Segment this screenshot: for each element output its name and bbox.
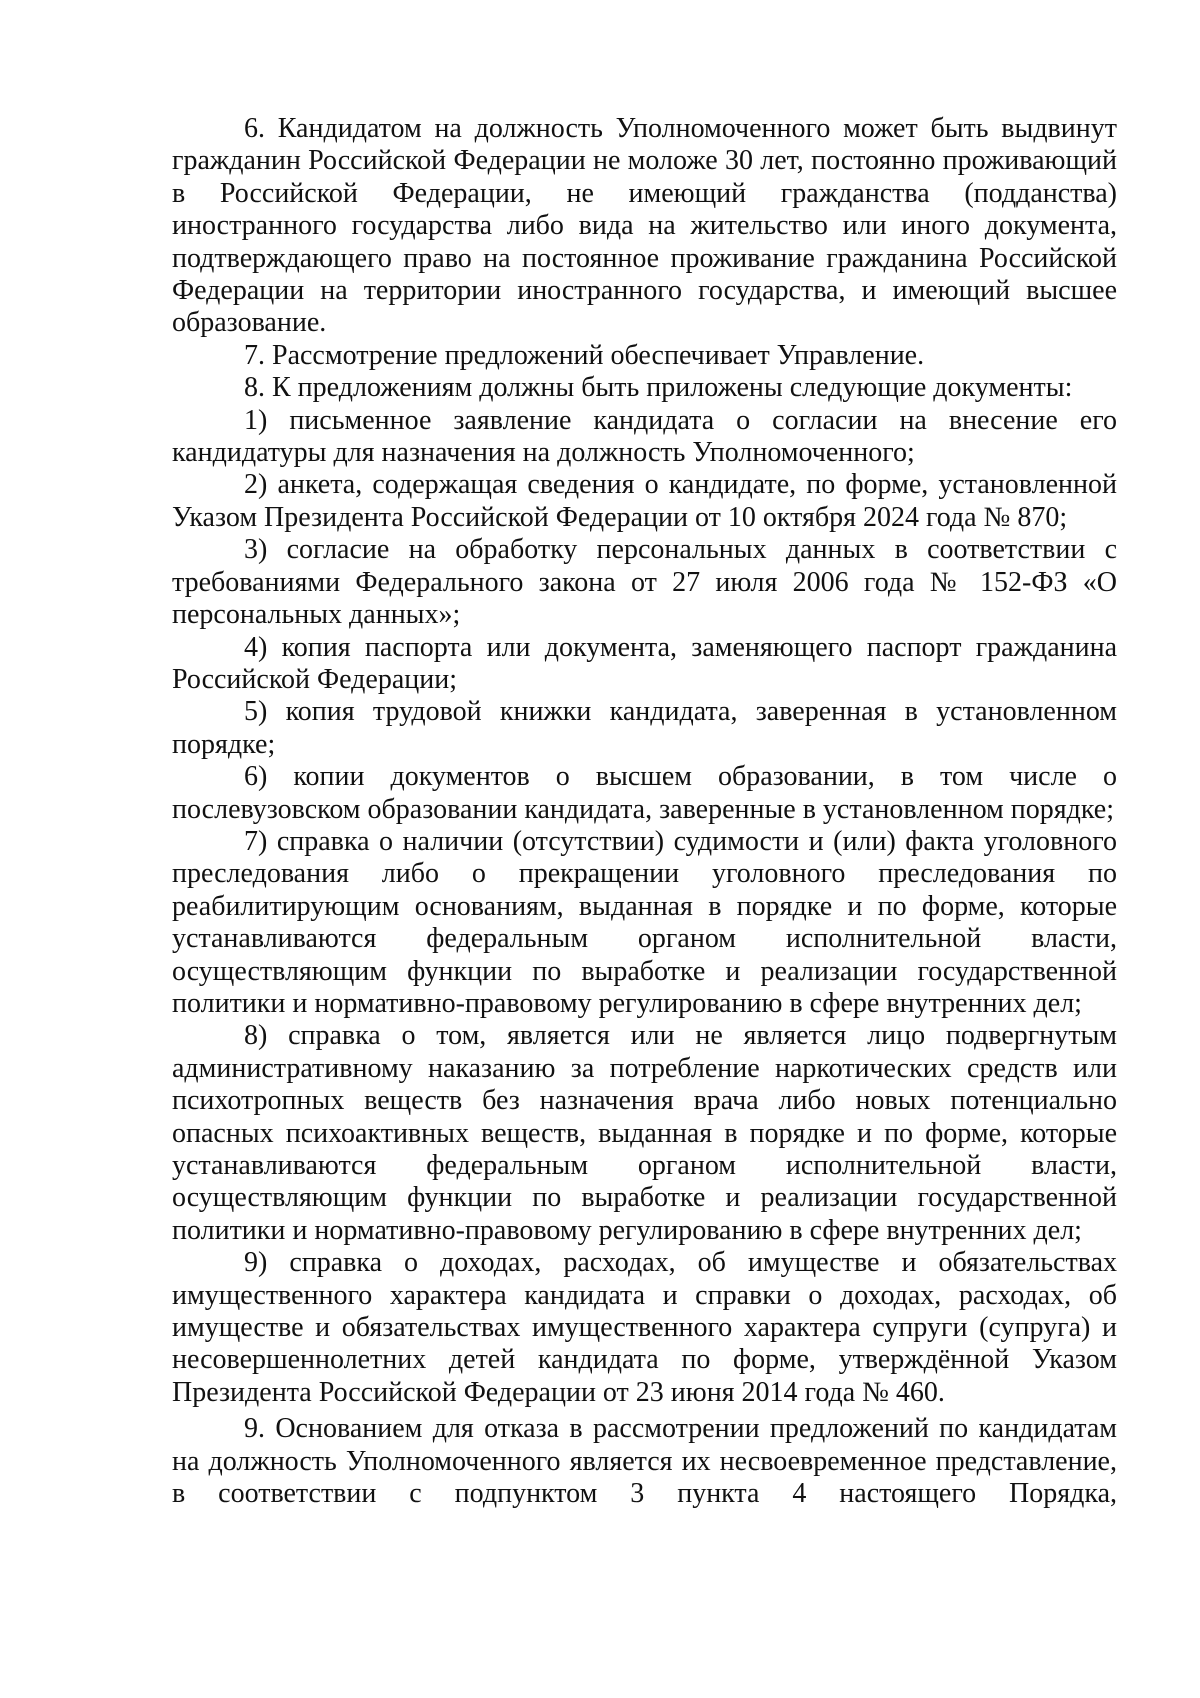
subitem-6: 6) копии документов о высшем образовании, в том числе о послевузовском образовании кандидата, заверенные в установленном порядке; xyxy=(172,761,1117,825)
subitem-9: 9) справка о доходах, расходах, об имуществе и обязательствах имущественного характера кандидата и справки о доходах, расходах, об имуществе и обязательствах имущественного характера супруги (супруга) и несовершеннолетних детей кандидата по форме, утверждённой Указом Президента Российской Федерации от 23 июня 2014 года № 460. xyxy=(172,1247,1117,1408)
subitem-4: 4) копия паспорта или документа, заменяющего паспорт гражданина Российской Федерации; xyxy=(172,631,1117,695)
subitem-2: 2) анкета, содержащая сведения о кандидате, по форме, установленной Указом Президента Российской Федерации от 10 октября 2024 года № 870; xyxy=(172,469,1117,533)
subitem-8: 8) справка о том, является или не является лицо подвергнутым административному наказанию за потребление наркотических средств или психотропных веществ без назначения врача либо новых потенциально опасных психоактивных веществ, выданная в порядке и по форме, которые устанавливаются федеральным органом исполнительной власти, осуществляющим функции по выработке и реализации государственной политики и нормативно-правовому регулированию в сфере внутренних дел; xyxy=(172,1020,1117,1246)
subitem-3: 3) согласие на обработку персональных данных в соответствии с требованиями Федерального закона от 27 июля 2006 года № 152-ФЗ «О персональных данных»; xyxy=(172,534,1117,631)
subitem-5: 5) копия трудовой книжки кандидата, заверенная в установленном порядке; xyxy=(172,696,1117,760)
subitem-7: 7) справка о наличии (отсутствии) судимости и (или) факта уголовного преследования либо о прекращении уголовного преследования по реабилитирующим основаниям, выданная в порядке и по форме, которые устанавливаются федеральным органом исполнительной власти, осуществляющим функции по выработке и реализации государственной политики и нормативно-правовому регулированию в сфере внутренних дел; xyxy=(172,825,1117,1019)
paragraph-item-8: 8. К предложениям должны быть приложены следующие документы: xyxy=(244,372,1073,404)
document-body xyxy=(172,113,1117,1510)
paragraph-item-6: 6. Кандидатом на должность Уполномоченного может быть выдвинут гражданин Российской Федерации не моложе 30 лет, постоянно проживающий в Российской Федерации, не имеющий гражданства (подданства) иностранного государства либо вида на жительство или иного документа, подтверждающего право на постоянное проживание гражданина Российской Федерации на территории иностранного государства, и имеющий высшее образование. xyxy=(172,113,1117,339)
subitem-1: 1) письменное заявление кандидата о согласии на внесение его кандидатуры для назначения на должность Уполномоченного; xyxy=(172,404,1117,469)
paragraph-item-7: 7. Рассмотрение предложений обеспечивает Управление. xyxy=(244,339,925,371)
paragraph-item-9: 9. Основанием для отказа в рассмотрении предложений по кандидатам на должность Уполномоченного является их несвоевременное представление, в соответствии с подпунктом 3 пункта 4 настоящего Порядка, xyxy=(172,1413,1117,1510)
